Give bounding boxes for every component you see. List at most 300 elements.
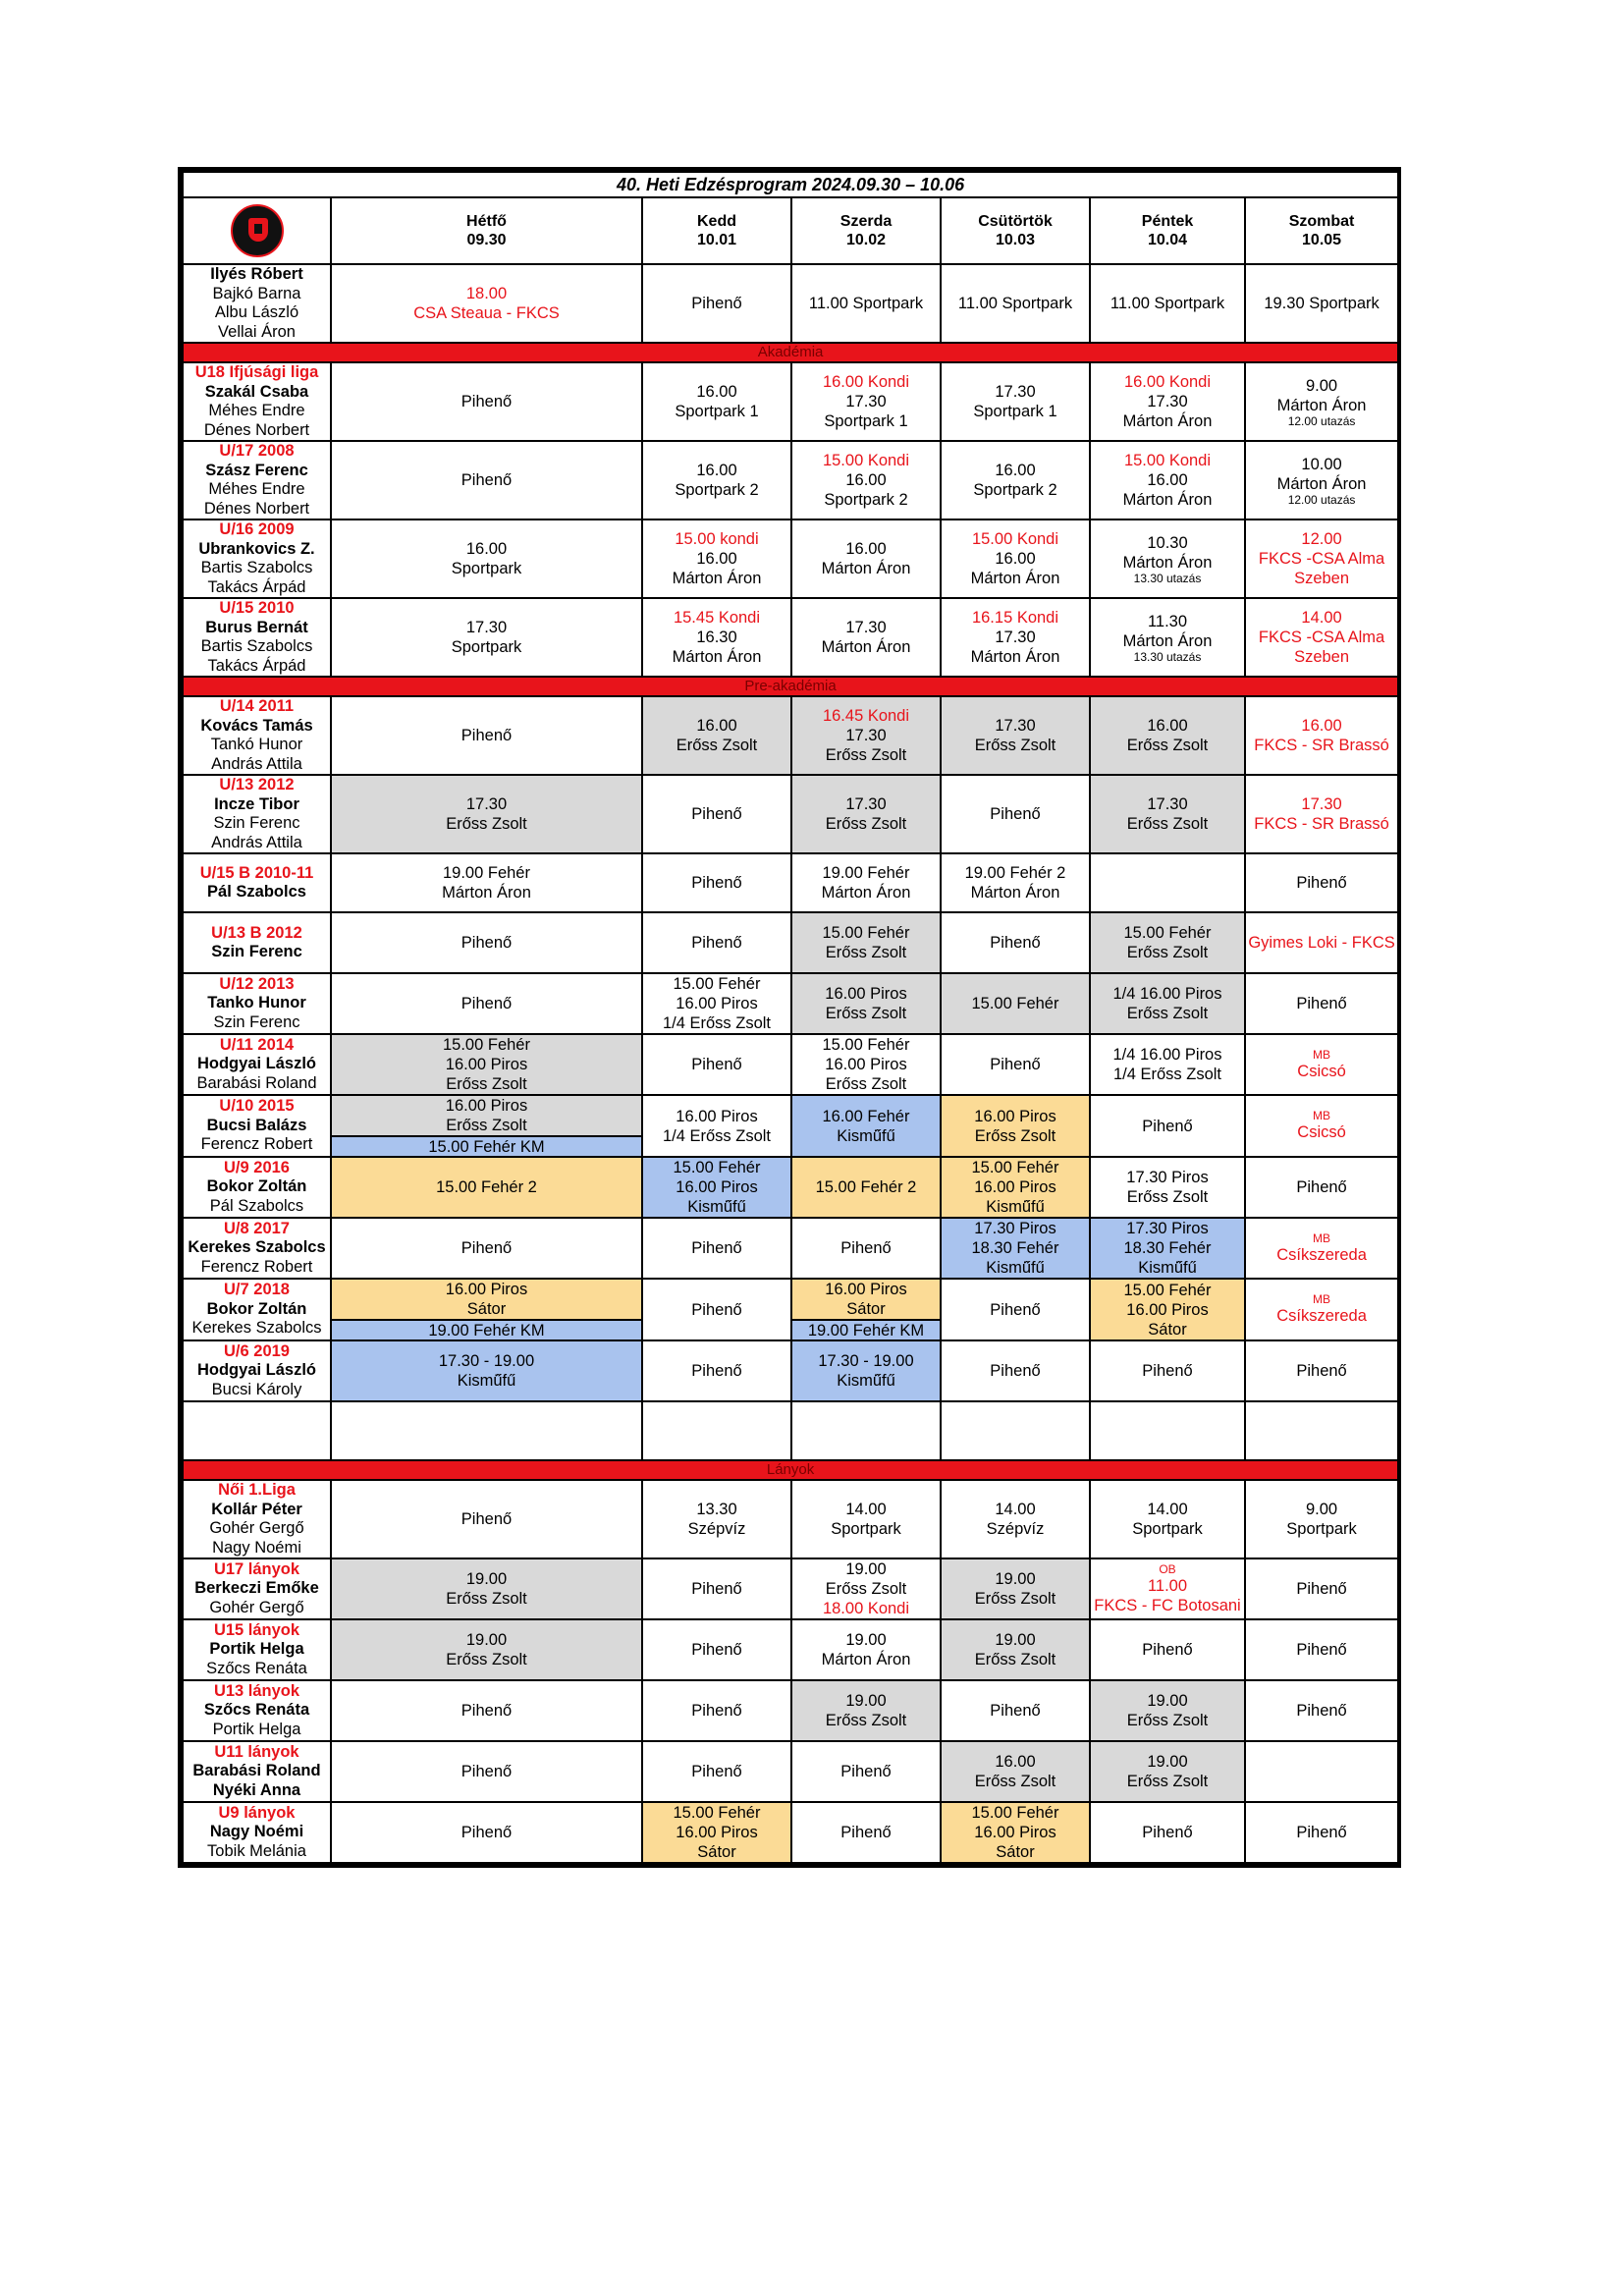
cell-text: 16.00 — [845, 471, 887, 489]
schedule-cell-day-5 — [1090, 264, 1245, 343]
schedule-cell-day-2 — [642, 912, 791, 973]
schedule-cell-day-1 — [331, 973, 642, 1034]
schedule-cell-day-1 — [331, 1480, 642, 1558]
schedule-cell-day-5 — [1090, 1741, 1245, 1802]
section-row-akademia — [183, 343, 1398, 362]
cell-top — [332, 1280, 641, 1319]
head-coach: Szakál Csaba — [204, 382, 309, 401]
head-coach: Szőcs Renáta — [203, 1701, 310, 1720]
team-cell — [183, 1218, 331, 1279]
cell-text: Pihenő — [1142, 1362, 1193, 1380]
team-cell — [183, 1279, 331, 1340]
team-row — [183, 1480, 1398, 1558]
team-name: U/7 2018 — [224, 1281, 290, 1299]
schedule-cell-day-1 — [331, 696, 642, 775]
cell-text: Kismű̈fű — [687, 1198, 746, 1216]
team-cell — [183, 598, 331, 677]
team-row — [183, 1619, 1398, 1680]
cell-text: MB — [1313, 1109, 1331, 1122]
cell-text: 16.00 Piros — [676, 1107, 758, 1125]
schedule-cell-day-3 — [791, 598, 941, 677]
team-cell — [183, 912, 331, 973]
head-coach: Szász Ferenc — [205, 461, 308, 479]
team-row — [183, 1340, 1398, 1401]
cell-text: Erőss Zsolt — [676, 737, 758, 754]
assistant-coach: Szin Ferenc — [213, 814, 300, 832]
coach-name: Bajkó Barna — [212, 284, 301, 302]
cell-text: 15.00 Fehér 2 — [436, 1178, 537, 1196]
schedule-cell-day-5 — [1090, 1480, 1245, 1558]
team-name: U18 Ifjúsági liga — [194, 363, 319, 381]
assistant-coach: Tankó Hunor — [210, 736, 303, 753]
cell-text: Sportpark 1 — [675, 403, 759, 420]
cell-text: 19.00 — [845, 1692, 887, 1710]
cell-text: 18.30 Fehér — [1123, 1239, 1212, 1257]
cell-text: Pihenő — [691, 805, 742, 823]
cell-text: 16.00 Kondi — [1123, 373, 1212, 391]
cell-text: 17.30 — [995, 629, 1036, 646]
assistant-coach: Szőcs Renáta — [206, 1659, 307, 1677]
cell-text: Erőss Zsolt — [974, 1773, 1056, 1790]
schedule-cell-day-3 — [791, 362, 941, 441]
schedule-cell-day-1 — [331, 1218, 642, 1279]
empty-cell — [1245, 1401, 1398, 1460]
cell-text: 19.00 Fehér — [443, 864, 530, 882]
team-row — [183, 441, 1398, 519]
cell-text: Márton Áron — [970, 570, 1060, 587]
schedule-cell-day-5 — [1090, 1279, 1245, 1340]
day-date: 10.02 — [845, 232, 887, 248]
team-row — [183, 973, 1398, 1034]
club-logo-cell — [183, 197, 331, 264]
cell-text: 16.00 Piros — [825, 1056, 907, 1073]
schedule-cell-day-6 — [1245, 598, 1398, 677]
cell-text: 1/4 Erőss Zsolt — [662, 1126, 772, 1145]
schedule-cell-day-2 — [642, 1095, 791, 1157]
empty-cell — [331, 1401, 642, 1460]
cell-text: 16.00 Piros — [974, 1824, 1056, 1841]
assistant-coach: Dénes Norbert — [203, 420, 310, 439]
cell-text: 15.00 Fehér — [673, 1804, 761, 1822]
schedule-cell-day-4 — [941, 1218, 1090, 1279]
team-name: U13 lányok — [213, 1681, 300, 1700]
cell-bottom: 19.00 Fehér KM — [791, 1319, 941, 1340]
cell-text: Pihenő — [990, 1056, 1041, 1073]
cell-text: 15.45 Kondi — [673, 609, 761, 627]
team-name: U/14 2011 — [219, 697, 295, 715]
cell-text: Erőss Zsolt — [446, 1117, 527, 1134]
cell-text: 17.30 — [995, 383, 1036, 401]
schedule-cell-day-1 — [331, 1157, 642, 1218]
schedule-cell-day-5 — [1090, 853, 1245, 912]
cell-text: Pihenő — [691, 934, 742, 952]
cell-text: Pihenő — [990, 1362, 1041, 1380]
cell-text: MB — [1313, 1047, 1331, 1062]
team-cell — [183, 1034, 331, 1095]
assistant-coach: Méhes Endre — [208, 480, 305, 498]
schedule-cell-day-1 — [331, 1619, 642, 1680]
cell-text: Pihenő — [691, 1056, 742, 1073]
assistant-coach: Takács Árpád — [207, 577, 306, 596]
schedule-cell-day-2 — [642, 264, 791, 343]
team-cell — [183, 1157, 331, 1218]
cell-text: 18.00 Kondi — [822, 1600, 910, 1617]
cell-text: 16.00 Piros — [974, 1178, 1056, 1196]
cell-text: 13.30 — [696, 1501, 737, 1518]
cell-text: 19.00 Fehér — [822, 864, 910, 882]
section-title: Akadémia — [183, 343, 1398, 362]
day-name: Szombat — [1288, 213, 1355, 230]
cell-text: Erőss Zsolt — [825, 1075, 907, 1093]
day-name: Hétfő — [466, 213, 507, 230]
assistant-coach: Ferencz Robert — [200, 1135, 313, 1154]
schedule-cell-day-1 — [331, 519, 642, 598]
cell-text: Márton Áron — [442, 884, 531, 902]
cell-text: 13.30 utazás — [1133, 571, 1202, 585]
schedule-cell-day-4 — [941, 775, 1090, 853]
cell-text: Pihenő — [1296, 1641, 1347, 1659]
cell-text: 17.30 — [1147, 393, 1188, 410]
schedule-cell-day-5 — [1090, 1340, 1245, 1401]
schedule-cell-day-6 — [1245, 1340, 1398, 1401]
schedule-cell-day-6 — [1245, 1619, 1398, 1680]
schedule-cell-day-3 — [791, 1279, 941, 1340]
assistant-coach: Méhes Endre — [208, 402, 305, 419]
head-coach: Szin Ferenc — [211, 943, 302, 960]
cell-text: 17.30 Piros — [974, 1220, 1056, 1237]
cell-text: Sátor — [697, 1843, 736, 1861]
cell-text: Pihenő — [691, 1300, 742, 1319]
team-cell — [183, 1619, 331, 1680]
schedule-cell-day-6 — [1245, 912, 1398, 973]
cell-text: 17.30 - 19.00 — [438, 1352, 535, 1370]
cell-text: 11.00 Sportpark — [957, 295, 1073, 312]
cell-text: 16.30 — [696, 629, 737, 646]
cell-text: 13.30 utazás — [1133, 649, 1202, 664]
cell-text: 1/4 16.00 Piros — [1112, 1046, 1222, 1064]
cell-text: 19.30 Sportpark — [1264, 295, 1380, 312]
schedule-cell-day-5 — [1090, 1157, 1245, 1218]
cell-text: Erőss Zsolt — [974, 737, 1056, 754]
cell-text: Szépvíz — [986, 1520, 1045, 1538]
schedule-cell-day-4 — [941, 1741, 1090, 1802]
cell-text: Sportpark — [1132, 1520, 1203, 1538]
cell-text: 19.00 — [995, 1570, 1036, 1588]
cell-text: Sátor — [466, 1300, 507, 1318]
cell-text: Márton Áron — [821, 560, 911, 577]
coach-name: Albu László — [214, 303, 299, 321]
cell-text: Sátor — [1148, 1320, 1187, 1339]
head-coach: Tanko Hunor — [207, 994, 306, 1012]
team-cell — [183, 853, 331, 912]
cell-text: 17.30 — [845, 393, 887, 410]
cell-text: 17.30 — [465, 795, 508, 813]
schedule-cell-day-3 — [791, 519, 941, 598]
schedule-cell-day-2 — [642, 1279, 791, 1340]
schedule-cell-day-3 — [791, 1680, 941, 1741]
schedule-cell-day-5 — [1090, 1680, 1245, 1741]
team-name: U/13 2012 — [219, 776, 295, 793]
team-cell — [183, 519, 331, 598]
section-title: Lányok — [183, 1460, 1398, 1480]
cell-text: 17.30 — [845, 619, 887, 636]
team-name: U/16 2009 — [219, 520, 295, 538]
team-cell — [183, 696, 331, 775]
cell-text: 16.00 Piros — [676, 1178, 758, 1196]
cell-text: Erőss Zsolt — [974, 1651, 1056, 1668]
schedule-cell-day-4 — [941, 1802, 1090, 1863]
cell-text: Szeben — [1294, 648, 1350, 666]
cell-text: Márton Áron — [1122, 412, 1213, 430]
assistant-coach: Gohér Gergő — [209, 1519, 304, 1537]
head-coach: Barabási Roland — [192, 1762, 321, 1780]
cell-top — [792, 1280, 940, 1319]
schedule-cell-day-6 — [1245, 1480, 1398, 1558]
cell-bottom: 15.00 Fehér KM — [331, 1135, 642, 1157]
cell-text: Pihenő — [990, 1300, 1041, 1319]
assistant-coach: Dénes Norbert — [203, 499, 310, 518]
cell-text: Erőss Zsolt — [446, 1590, 527, 1608]
cell-text: Pihenő — [990, 805, 1041, 823]
cell-text: 17.30 — [1147, 795, 1188, 813]
head-coach: Ubrankovics Z. — [198, 539, 315, 558]
schedule-cell-day-5 — [1090, 362, 1245, 441]
cell-text: 16.00 Piros — [676, 995, 758, 1012]
cell-text: 19.00 Fehér 2 — [964, 864, 1066, 882]
schedule-cell-day-6 — [1245, 775, 1398, 853]
cell-text: 1/4 16.00 Piros — [1112, 985, 1222, 1003]
schedule-cell-day-6 — [1245, 441, 1398, 519]
cell-text: Erőss Zsolt — [974, 1126, 1056, 1145]
cell-text: 16.00 — [696, 383, 737, 401]
team-row — [183, 853, 1398, 912]
cell-text: 15.00 Fehér — [673, 975, 761, 993]
cell-text: Sátor — [846, 1300, 886, 1318]
cell-text: Sportpark — [1286, 1520, 1357, 1538]
cell-text: 19.00 — [465, 1570, 508, 1588]
assistant-coach: András Attila — [211, 754, 302, 773]
cell-text: Erőss Zsolt — [1126, 1005, 1209, 1022]
cell-text: Pihenő — [840, 1763, 892, 1780]
cell-text: Pihenő — [1296, 1362, 1347, 1380]
team-name: U9 lányok — [218, 1803, 296, 1822]
schedule-cell-day-3 — [791, 775, 941, 853]
schedule-cell-day-2 — [642, 519, 791, 598]
cell-text: 16.00 — [1301, 717, 1342, 735]
schedule-cell-day-1 — [331, 1034, 642, 1095]
cell-text: Erőss Zsolt — [446, 815, 527, 833]
cell-text: 16.00 Fehér — [822, 1107, 910, 1125]
cell-text: 15.00 Fehér — [443, 1036, 530, 1054]
schedule-cell-day-6 — [1245, 1218, 1398, 1279]
cell-text: FKCS - FC Botosani — [1094, 1596, 1241, 1614]
head-coach: Kovács Tamás — [200, 716, 313, 735]
empty-cell — [1090, 1401, 1245, 1460]
schedule-cell-day-6 — [1245, 1279, 1398, 1340]
day-name: Szerda — [839, 213, 893, 230]
schedule-cell-day-3 — [791, 853, 941, 912]
cell-text: 1/4 Erőss Zsolt — [1112, 1066, 1222, 1083]
schedule-cell-day-2 — [642, 1558, 791, 1619]
cell-text: Erőss Zsolt — [1126, 1712, 1209, 1729]
cell-text: 16.00 — [845, 540, 887, 558]
cell-text: 19.00 — [465, 1631, 508, 1649]
team-row — [183, 1279, 1398, 1340]
schedule-cell-day-3 — [791, 1741, 941, 1802]
cell-text: 16.00 Piros — [1126, 1300, 1209, 1319]
cell-text: Sportpark 1 — [973, 403, 1057, 420]
cell-text: 19.00 — [1147, 1753, 1188, 1771]
cell-text: 12.00 — [1301, 530, 1342, 548]
schedule-cell-day-5 — [1090, 519, 1245, 598]
assistant-coach: Pál Szabolcs — [209, 1196, 304, 1215]
team-row — [183, 1034, 1398, 1095]
schedule-cell-day-6 — [1245, 1034, 1398, 1095]
day-header-2 — [642, 197, 791, 264]
day-date: 10.03 — [995, 232, 1036, 248]
schedule-cell-day-5 — [1090, 1558, 1245, 1619]
schedule-cell-day-3 — [791, 973, 941, 1034]
schedule-cell-day-4 — [941, 598, 1090, 677]
cell-text: 18.30 Fehér — [971, 1239, 1059, 1257]
cell-text: Pihenő — [1296, 1702, 1347, 1720]
team-row — [183, 912, 1398, 973]
senior-team-row — [183, 264, 1398, 343]
team-cell — [183, 775, 331, 853]
schedule-cell-day-2 — [642, 1034, 791, 1095]
schedule-cell-day-5 — [1090, 1034, 1245, 1095]
cell-text: Márton Áron — [970, 648, 1060, 666]
schedule-cell-day-4 — [941, 362, 1090, 441]
day-date: 10.01 — [696, 232, 737, 248]
cell-text: 15.00 Fehér — [822, 924, 910, 942]
schedule-cell-day-1 — [331, 362, 642, 441]
cell-text: Sportpark — [451, 560, 522, 577]
team-name: U/13 B 2012 — [211, 923, 302, 942]
team-name: Női 1.Liga — [218, 1481, 296, 1499]
team-row — [183, 775, 1398, 853]
schedule-cell-day-1 — [331, 598, 642, 677]
team-row — [183, 1095, 1398, 1157]
team-cell — [183, 1802, 331, 1863]
schedule-cell-day-1 — [331, 1558, 642, 1619]
cell-text: 16.00 Piros — [445, 1281, 528, 1298]
schedule-cell-day-2 — [642, 1218, 791, 1279]
cell-text: Kismű̈fű — [1138, 1259, 1197, 1277]
cell-text: 11.00 Sportpark — [808, 295, 924, 312]
schedule-cell-day-6 — [1245, 1680, 1398, 1741]
cell-text: Sportpark 2 — [973, 481, 1057, 499]
schedule-cell-day-3 — [791, 1340, 941, 1401]
cell-text: Szeben — [1294, 570, 1350, 587]
page-title: 40. Heti Edzésprogram 2024.09.30 – 10.06 — [183, 172, 1398, 197]
cell-text: Erőss Zsolt — [825, 1580, 907, 1598]
schedule-cell-day-6 — [1245, 1095, 1398, 1157]
team-cell — [183, 441, 331, 519]
cell-text: 16.00 Piros — [445, 1056, 528, 1073]
schedule-cell-day-2 — [642, 1680, 791, 1741]
schedule-cell-day-6 — [1245, 1741, 1398, 1802]
cell-text: CSA Steaua - FKCS — [413, 304, 560, 322]
assistant-coach: Tobik Melánia — [207, 1841, 306, 1860]
cell-text: Erőss Zsolt — [825, 1712, 907, 1729]
cell-text: 16.00 Piros — [445, 1097, 528, 1115]
schedule-cell-day-5 — [1090, 696, 1245, 775]
cell-text: 16.00 Piros — [825, 1281, 907, 1298]
cell-text: Pihenő — [691, 1239, 742, 1257]
cell-text: Pihenő — [460, 727, 513, 744]
cell-text: Csicsó — [1297, 1123, 1346, 1141]
coach-name: Ilyés Róbert — [210, 265, 303, 283]
cell-text: Pihenő — [691, 295, 742, 312]
schedule-cell-day-3 — [791, 912, 941, 973]
cell-text: 16.15 Kondi — [971, 609, 1059, 627]
cell-text: Pihenő — [460, 1702, 513, 1720]
cell-text: MB — [1313, 1230, 1331, 1245]
cell-text: 15.00 Fehér 2 — [815, 1178, 917, 1196]
schedule-cell-day-3 — [791, 1095, 941, 1157]
cell-text: 15.00 Fehér — [971, 995, 1059, 1012]
team-name: U/8 2017 — [224, 1219, 290, 1237]
coach-name: Vellai Áron — [218, 322, 296, 341]
team-row — [183, 362, 1398, 441]
cell-text: 9.00 — [1305, 1501, 1338, 1518]
cell-text: 12.00 utazás — [1287, 413, 1356, 428]
cell-text: Pihenő — [840, 1824, 892, 1841]
schedule-cell-day-4 — [941, 1157, 1090, 1218]
cell-text: 15.00 Fehér — [971, 1159, 1059, 1176]
schedule-cell-day-1 — [331, 1279, 642, 1340]
schedule-cell-day-1 — [331, 1340, 642, 1401]
team-cell — [183, 264, 331, 343]
cell-text: 19.00 — [995, 1631, 1036, 1649]
cell-text: Pihenő — [691, 1763, 742, 1780]
team-name: U15 lányok — [213, 1620, 300, 1639]
day-name: Kedd — [697, 213, 736, 230]
team-name: U/11 2014 — [219, 1035, 295, 1054]
schedule-cell-day-4 — [941, 264, 1090, 343]
cell-text: Csicsó — [1297, 1062, 1346, 1080]
schedule-cell-day-4 — [941, 1340, 1090, 1401]
schedule-cell-day-1 — [331, 912, 642, 973]
cell-text: Pihenő — [1296, 1178, 1347, 1196]
team-name: U/12 2013 — [219, 974, 295, 993]
schedule-cell-day-5 — [1090, 1619, 1245, 1680]
cell-text: Pihenő — [460, 471, 513, 489]
cell-text: 17.30 — [995, 717, 1036, 735]
cell-text: Erőss Zsolt — [825, 1005, 907, 1022]
assistant-coach: Barabási Roland — [196, 1073, 317, 1092]
team-name: U/17 2008 — [219, 442, 295, 460]
cell-text: Szépvíz — [687, 1520, 746, 1538]
cell-text: 17.30 Piros — [1126, 1169, 1209, 1186]
schedule-cell-day-2 — [642, 1802, 791, 1863]
team-row — [183, 519, 1398, 598]
assistant-coach: Bartis Szabolcs — [200, 637, 313, 655]
schedule-cell-day-2 — [642, 853, 791, 912]
cell-text: Sportpark 1 — [824, 412, 908, 430]
team-row — [183, 1680, 1398, 1741]
schedule-cell-day-3 — [791, 1034, 941, 1095]
cell-text: 19.00 — [845, 1560, 887, 1578]
cell-text: Kismű̈fű — [837, 1372, 895, 1390]
schedule-cell-day-6 — [1245, 853, 1398, 912]
schedule-cell-day-6 — [1245, 264, 1398, 343]
cell-text: Sportpark — [451, 638, 522, 656]
schedule-sheet — [178, 167, 1401, 1868]
schedule-cell-day-4 — [941, 441, 1090, 519]
cell-text: Sportpark — [831, 1520, 901, 1538]
